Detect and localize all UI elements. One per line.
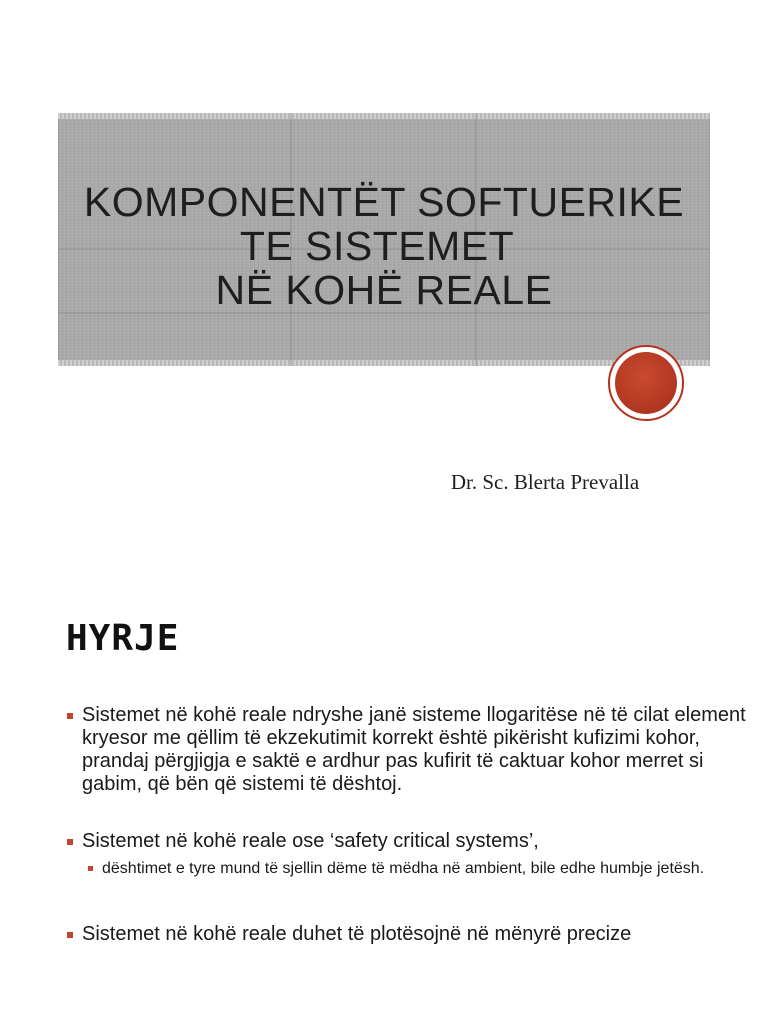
bullet-item bbox=[66, 923, 746, 946]
bullet-marker-icon bbox=[67, 932, 73, 938]
sub-bullet-text: dështimet e tyre mund të sjellin dëme të mëdha në ambient, bile edhe humbje jetësh. bbox=[102, 860, 705, 877]
bullet-item bbox=[66, 830, 746, 878]
title-line-3: NË KOHË REALE bbox=[215, 267, 553, 313]
title-line-2: TE SISTEMET bbox=[239, 223, 515, 269]
bullet-list bbox=[66, 704, 746, 946]
title-line-1: KOMPONENTËT SOFTUERIKE bbox=[83, 179, 685, 225]
sub-bullet-list bbox=[82, 859, 746, 878]
bullet-text: Sistemet në kohë reale duhet të plotësojnë në mënyrë precize bbox=[82, 923, 632, 945]
bullet-marker-icon bbox=[67, 713, 73, 719]
bullet-text: Sistemet në kohë reale ndryshe janë sisteme llogaritëse në të cilat element kryesor me qëllim të ekzekutimit korrekt është pikërisht kufizimi kohor, prandaj përgjigja e saktë e ardhur pas kufirit të caktuar kohor merret si gabim, që bën që sistemi të dështoj. bbox=[82, 704, 746, 795]
author-name: Dr. Sc. Blerta Prevalla bbox=[450, 470, 640, 494]
bullet-item bbox=[66, 704, 746, 796]
band-top-edge bbox=[58, 113, 710, 119]
sub-bullet-marker-icon bbox=[88, 866, 93, 871]
slide-title bbox=[58, 180, 710, 312]
bullet-text: Sistemet në kohë reale ose ‘safety critical systems’, bbox=[82, 830, 539, 852]
sub-bullet-item bbox=[82, 859, 746, 878]
bullet-marker-icon bbox=[67, 839, 73, 845]
badge-fill bbox=[615, 352, 677, 414]
intro-slide bbox=[0, 580, 768, 1024]
slide-heading: HYRJE bbox=[66, 618, 180, 659]
decorative-circle-badge bbox=[608, 345, 684, 421]
